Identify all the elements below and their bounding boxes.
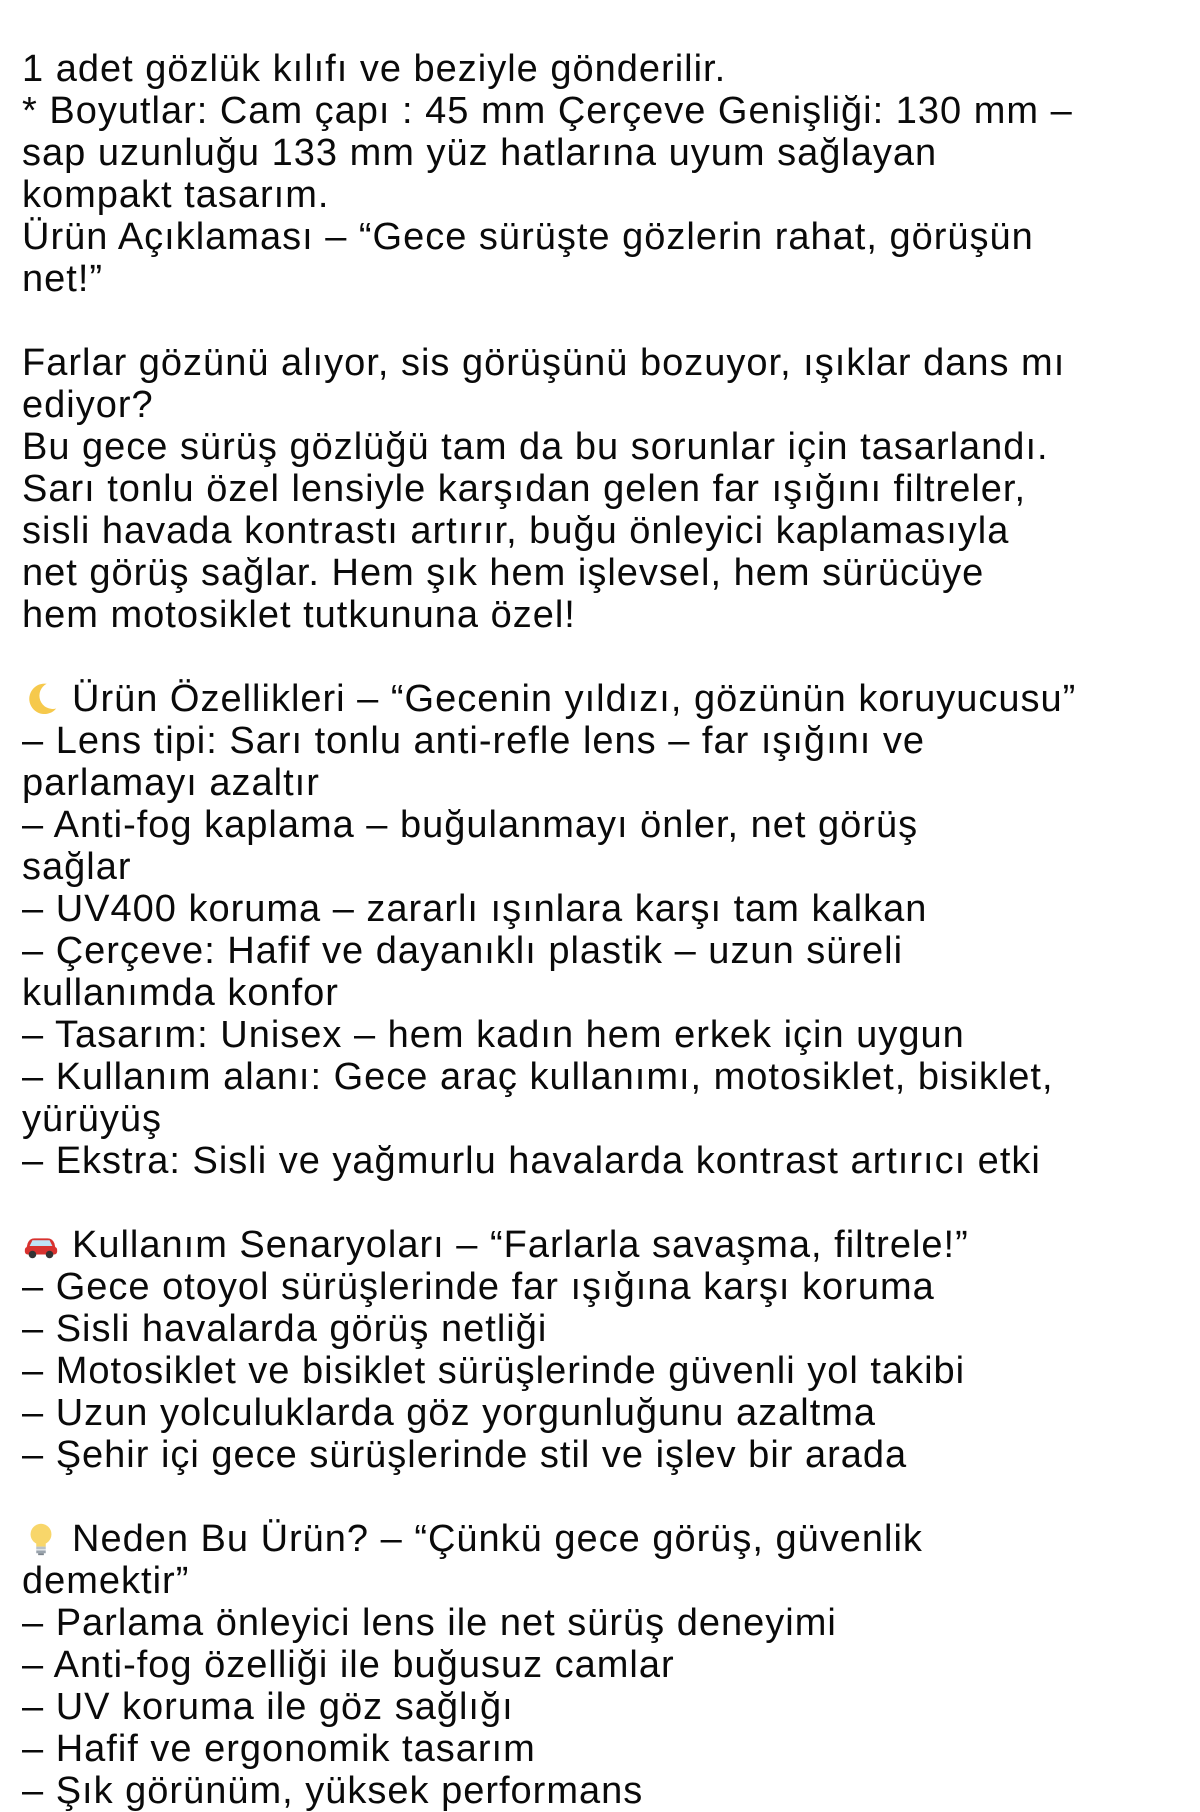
line-text: Ürün Açıklaması – “Gece sürüşte gözlerin rahat, görüşün bbox=[22, 216, 1034, 258]
line-text: – Gece otoyol sürüşlerinde far ışığına karşı koruma bbox=[22, 1266, 935, 1308]
line-text: Farlar gözünü alıyor, sis görüşünü bozuyor, ışıklar dans mı bbox=[22, 342, 1066, 384]
blank-line bbox=[22, 300, 1200, 342]
line-text: * Boyutlar: Cam çapı : 45 mm Çerçeve Genişliği: 130 mm – bbox=[22, 90, 1073, 132]
line-text: sağlar bbox=[22, 846, 132, 888]
line-text: Kullanım Senaryoları – “Farlarla savaşma, filtrele!” bbox=[72, 1224, 969, 1266]
line-text: – Ekstra: Sisli ve yağmurlu havalarda kontrast artırıcı etki bbox=[22, 1140, 1041, 1182]
line-text: Neden Bu Ürün? – “Çünkü gece görüş, güvenlik bbox=[72, 1518, 923, 1560]
line-text: – Çerçeve: Hafif ve dayanıklı plastik – uzun süreli bbox=[22, 930, 904, 972]
text-line bbox=[22, 1392, 1200, 1434]
line-text: Sarı tonlu özel lensiyle karşıdan gelen far ışığını filtreler, bbox=[22, 468, 1027, 510]
text-line bbox=[22, 972, 1200, 1014]
line-text: Ürün Özellikleri – “Gecenin yıldızı, gözünün koruyucusu” bbox=[72, 678, 1077, 720]
product-description bbox=[22, 48, 1200, 1812]
text-line bbox=[22, 804, 1200, 846]
section-heading bbox=[22, 678, 1200, 720]
line-text: – Parlama önleyici lens ile net sürüş deneyimi bbox=[22, 1602, 837, 1644]
line-text: sisli havada kontrastı artırır, buğu önleyici kaplamasıyla bbox=[22, 510, 1010, 552]
line-text: – Hafif ve ergonomik tasarım bbox=[22, 1728, 536, 1770]
text-line bbox=[22, 132, 1200, 174]
text-line bbox=[22, 1644, 1200, 1686]
text-line bbox=[22, 1560, 1200, 1602]
line-text: kullanımda konfor bbox=[22, 972, 339, 1014]
text-line bbox=[22, 1602, 1200, 1644]
line-text: – Şehir içi gece sürüşlerinde stil ve işlev bir arada bbox=[22, 1434, 908, 1476]
line-text: hem motosiklet tutkununa özel! bbox=[22, 594, 576, 636]
line-text: ediyor? bbox=[22, 384, 154, 426]
line-text: – Kullanım alanı: Gece araç kullanımı, motosiklet, bisiklet, bbox=[22, 1056, 1054, 1098]
text-line bbox=[22, 1308, 1200, 1350]
section-why bbox=[22, 1518, 1200, 1812]
text-line bbox=[22, 1098, 1200, 1140]
text-line bbox=[22, 1770, 1200, 1812]
text-line bbox=[22, 930, 1200, 972]
text-line bbox=[22, 1350, 1200, 1392]
line-text: yürüyüş bbox=[22, 1098, 163, 1140]
text-line bbox=[22, 426, 1200, 468]
text-line bbox=[22, 174, 1200, 216]
crescent-moon-icon bbox=[22, 680, 60, 718]
text-line bbox=[22, 1014, 1200, 1056]
line-text: parlamayı azaltır bbox=[22, 762, 320, 804]
text-line bbox=[22, 48, 1200, 90]
section-description bbox=[22, 342, 1200, 636]
text-line bbox=[22, 846, 1200, 888]
text-line bbox=[22, 1056, 1200, 1098]
line-text: – UV koruma ile göz sağlığı bbox=[22, 1686, 514, 1728]
line-text: – Uzun yolculuklarda göz yorgunluğunu azaltma bbox=[22, 1392, 877, 1434]
line-text: – Anti-fog kaplama – buğulanmayı önler, net görüş bbox=[22, 804, 919, 846]
line-text: – Tasarım: Unisex – hem kadın hem erkek için uygun bbox=[22, 1014, 965, 1056]
blank-line bbox=[22, 1182, 1200, 1224]
line-text: – Şık görünüm, yüksek performans bbox=[22, 1770, 644, 1812]
car-icon bbox=[22, 1226, 60, 1264]
light-bulb-icon bbox=[22, 1520, 60, 1558]
line-text: Bu gece sürüş gözlüğü tam da bu sorunlar için tasarlandı. bbox=[22, 426, 1049, 468]
section-features bbox=[22, 678, 1200, 1182]
text-line bbox=[22, 552, 1200, 594]
text-line bbox=[22, 342, 1200, 384]
text-line bbox=[22, 1140, 1200, 1182]
blank-line bbox=[22, 1476, 1200, 1518]
text-line bbox=[22, 1434, 1200, 1476]
line-text: – UV400 koruma – zararlı ışınlara karşı tam kalkan bbox=[22, 888, 928, 930]
text-line bbox=[22, 888, 1200, 930]
text-line bbox=[22, 258, 1200, 300]
line-text: net görüş sağlar. Hem şık hem işlevsel, hem sürücüye bbox=[22, 552, 985, 594]
text-line bbox=[22, 1686, 1200, 1728]
line-text: sap uzunluğu 133 mm yüz hatlarına uyum sağlayan bbox=[22, 132, 938, 174]
section-heading bbox=[22, 1518, 1200, 1560]
line-text: demektir” bbox=[22, 1560, 190, 1602]
section-heading bbox=[22, 1224, 1200, 1266]
text-line bbox=[22, 216, 1200, 258]
section-intro bbox=[22, 48, 1200, 300]
line-text: kompakt tasarım. bbox=[22, 174, 330, 216]
line-text: net!” bbox=[22, 258, 104, 300]
text-line bbox=[22, 594, 1200, 636]
text-line bbox=[22, 468, 1200, 510]
text-line bbox=[22, 1728, 1200, 1770]
text-line bbox=[22, 510, 1200, 552]
line-text: – Sisli havalarda görüş netliği bbox=[22, 1308, 548, 1350]
text-line bbox=[22, 384, 1200, 426]
line-text: – Lens tipi: Sarı tonlu anti-refle lens – far ışığını ve bbox=[22, 720, 926, 762]
text-line bbox=[22, 90, 1200, 132]
text-line bbox=[22, 720, 1200, 762]
section-scenarios bbox=[22, 1224, 1200, 1476]
text-line bbox=[22, 1266, 1200, 1308]
blank-line bbox=[22, 636, 1200, 678]
line-text: – Motosiklet ve bisiklet sürüşlerinde güvenli yol takibi bbox=[22, 1350, 966, 1392]
line-text: – Anti-fog özelliği ile buğusuz camlar bbox=[22, 1644, 675, 1686]
text-line bbox=[22, 762, 1200, 804]
line-text: 1 adet gözlük kılıfı ve beziyle gönderilir. bbox=[22, 48, 727, 90]
